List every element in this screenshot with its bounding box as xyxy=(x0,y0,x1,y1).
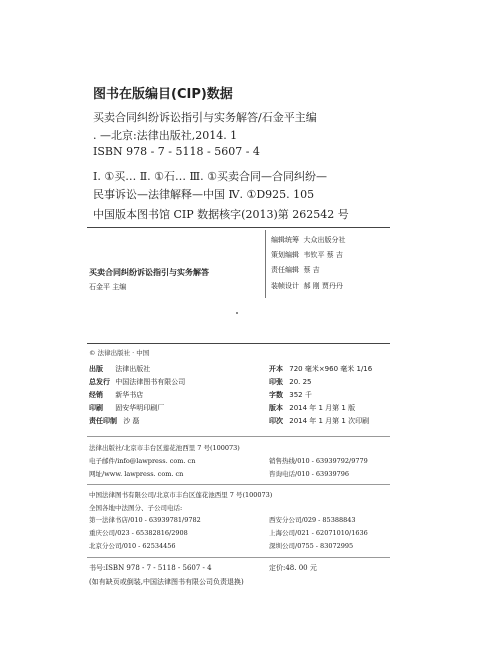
editorial-person: 韦钦平 蔡 吉 xyxy=(303,251,343,259)
detail-label: 版本 xyxy=(269,404,283,412)
editorial-role: 编辑统筹 xyxy=(271,236,299,244)
publisher-contact-rule xyxy=(87,436,390,437)
distributor-contact-rule xyxy=(87,484,390,485)
detail-label: 出版 xyxy=(89,365,103,373)
detail-value: 中国法律图书有限公司 xyxy=(115,378,186,386)
copyright-notice: © 法律出版社 · 中国 xyxy=(89,349,150,357)
inquiry-phone: 咨询电话/010 - 63939796 xyxy=(269,470,350,478)
distributor-address: 中国法律图书有限公司/北京市丰台区莲花池西里 7 号(100073) xyxy=(89,491,273,499)
title-block-top-rule xyxy=(87,227,390,228)
detail-row xyxy=(269,403,355,413)
branch-phone: 重庆公司/023 - 65382816/2908 xyxy=(89,529,188,537)
cip-title-line: 买卖合同纠纷诉讼指引与实务解答/石金平主编 xyxy=(93,111,317,124)
branches-heading: 全国各地中法图分、子公司电话: xyxy=(89,504,183,512)
publisher-address: 法律出版社/北京市丰台区莲花池西里 7 号(100073) xyxy=(89,444,240,452)
detail-row xyxy=(89,364,150,374)
detail-row xyxy=(89,416,139,426)
cip-publisher-line: . —北京:法律出版社,2014. 1 xyxy=(93,129,238,142)
detail-value: 固安华明印刷厂 xyxy=(115,404,165,412)
detail-row xyxy=(89,403,164,413)
footer-return-note: (如有缺页或倒装,中国法律图书有限公司负责退换) xyxy=(89,578,244,586)
cip-isbn-line: ISBN 978 - 7 - 5118 - 5607 - 4 xyxy=(93,145,260,158)
publisher-email: 电子邮件/info@lawpress. com. cn xyxy=(89,457,196,465)
editorial-credit xyxy=(271,281,343,291)
branch-phone: 北京分公司/010 - 62534456 xyxy=(89,542,176,550)
editorial-role: 责任编辑 xyxy=(271,266,299,274)
detail-value: 新华书店 xyxy=(115,391,144,399)
branch-phone: 西安分公司/029 - 85388843 xyxy=(269,516,356,524)
editorial-credit xyxy=(271,235,345,245)
branch-phone: 第一法律书店/010 - 63939781/9782 xyxy=(89,516,201,524)
detail-label: 印刷 xyxy=(89,404,103,412)
cip-classification-line: 民事诉讼—法律解释—中国 Ⅳ. ①D925. 105 xyxy=(93,188,315,201)
detail-value: 352 千 xyxy=(289,391,312,399)
detail-value: 2014 年 1 月第 1 次印刷 xyxy=(289,417,370,425)
detail-value: 法律出版社 xyxy=(115,365,151,373)
detail-value: 沙 磊 xyxy=(123,417,140,425)
branch-phone: 上海公司/021 - 62071010/1636 xyxy=(269,529,368,537)
detail-row xyxy=(269,390,312,400)
detail-value: 720 毫米×960 毫米 1/16 xyxy=(289,365,373,373)
editorial-person: 蔡 吉 xyxy=(303,266,320,274)
editorial-role: 装帧设计 xyxy=(271,282,299,290)
branch-phone: 深圳公司/0755 - 83072995 xyxy=(269,542,354,550)
detail-label: 字数 xyxy=(269,391,283,399)
detail-row xyxy=(89,390,143,400)
cip-record-number: 中国版本图书馆 CIP 数据核字(2013)第 262542 号 xyxy=(93,208,349,221)
detail-label: 印张 xyxy=(269,378,283,386)
footer-rule xyxy=(87,557,390,558)
detail-row xyxy=(269,377,312,387)
book-title: 买卖合同纠纷诉讼指引与实务解答 xyxy=(89,268,209,277)
detail-value: 2014 年 1 月第 1 版 xyxy=(289,404,356,412)
editorial-credit xyxy=(271,250,343,260)
detail-row xyxy=(269,364,372,374)
footer-isbn: 书号:ISBN 978 - 7 - 5118 - 5607 - 4 xyxy=(89,564,212,572)
detail-label: 责任印制 xyxy=(89,417,117,425)
detail-label: 印次 xyxy=(269,417,283,425)
title-block-divider xyxy=(265,230,266,298)
detail-label: 经销 xyxy=(89,391,103,399)
detail-label: 开本 xyxy=(269,365,283,373)
detail-label: 总发行 xyxy=(89,378,110,386)
cip-heading: 图书在版编目(CIP)数据 xyxy=(93,87,233,102)
detail-row xyxy=(89,377,185,387)
editorial-person: 郝 刚 贾丹丹 xyxy=(303,282,343,290)
copyright-rule xyxy=(87,343,390,344)
cip-subject-line: Ⅰ. ①买… Ⅱ. ①石… Ⅲ. ①买卖合同—合同纠纷— xyxy=(93,170,327,183)
detail-value: 20. 25 xyxy=(289,378,312,386)
sales-hotline: 销售热线/010 - 63939792/9779 xyxy=(269,457,368,465)
editorial-role: 策划编辑 xyxy=(271,251,299,259)
editorial-person: 大众出版分社 xyxy=(303,236,346,244)
publisher-website: 网址/www. lawpress. com. cn xyxy=(89,470,184,478)
book-editor: 石金平 主编 xyxy=(89,283,127,291)
detail-row xyxy=(269,416,369,426)
editorial-credit xyxy=(271,265,320,275)
footer-price: 定价:48. 00 元 xyxy=(269,564,317,572)
decorative-dot xyxy=(236,312,238,314)
